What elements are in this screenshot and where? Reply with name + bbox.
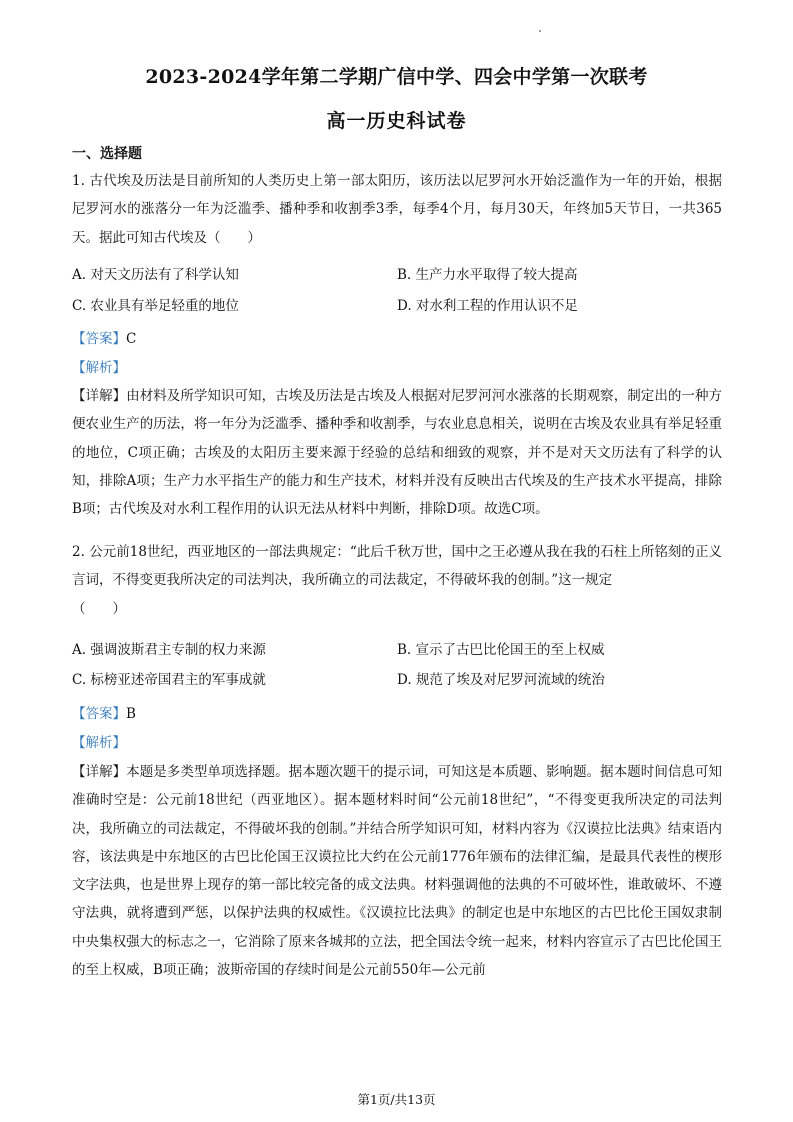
q2-option-c: C. 标榜亚述帝国君主的军事成就	[72, 672, 266, 688]
q2-option-b: B. 宣示了古巴比伦国王的至上权威	[397, 642, 605, 658]
q2-stem-text: 2. 公元前18世纪，西亚地区的一部法典规定：“此后千秋万世，国中之王必遵从我在我的石柱上所铭刻的正义言词，不得变更我所决定的司法判决，我所确立的司法裁定，不得破坏我的创制。”这一规定	[72, 544, 722, 589]
q2-answer-tag: 【答案】	[72, 706, 126, 722]
scan-dot	[539, 30, 541, 32]
q1-detail	[72, 382, 722, 523]
exam-title: 2023-2024学年第二学期广信中学、四会中学第一次联考	[145, 66, 648, 88]
q1-detail-tag: 【详解】	[72, 388, 127, 404]
q2-detail-text: 本题是多类型单项选择题。据本题次题干的提示词，可知这是本质题、影响题。据本题时间信息可知准确时空是：公元前18世纪（西亚地区）。据本题材料时间“公元前18世纪”，“不得变更我所决定的司法判决，我所确立的司法裁定，不得破坏我的创制。”并结合所学知识可知，材料内容为《汉谟拉比法典》结束语内容，该法典是中东地区的古巴比伦国王汉谟拉比大约在公元前1776年颁布的法律汇编，是最具代表性的楔形文字法典，也是世界上现存的第一部比较完备的成文法典。材料强调他的法典的不可破坏性，谁敢破坏、不遵守法典，就将遭到严惩，以保护法典的权威性。《汉谟拉比法典》的制定也是中东地区的古巴比伦王国奴隶制中央集权强大的标志之一，它消除了原来各城邦的立法，把全国法令统一起来，材料内容宣示了古巴比伦国王的至上权威，B项正确；波斯帝国的存续时间是公元前550年—公元前	[72, 764, 723, 979]
q1-detail-text: 由材料及所学知识可知，古埃及历法是古埃及人根据对尼罗河河水涨落的长期观察，制定出的一种方便农业生产的历法，将一年分为泛滥季、播种季和收割季，与农业息息相关，说明在古埃及农业具有举足轻重的地位，C项正确；古埃及的太阳历主要来源于经验的总结和细致的观察，并不是对天文历法有了科学的认知，排除A项；生产力水平指生产的能力和生产技术，材料并没有反映出古代埃及的生产技术水平提高，排除B项；古代埃及对水利工程作用的认识无法从材料中判断，排除D项。故选C项。	[72, 388, 723, 518]
q1-answer-value: C	[126, 331, 137, 347]
q2-answer-value: B	[126, 706, 136, 722]
page-number: 第1页/共13页	[357, 1092, 436, 1107]
q1-option-b: B. 生产力水平取得了较大提高	[397, 267, 578, 283]
q1-answer	[72, 327, 136, 347]
q2-option-d: D. 规范了埃及对尼罗河流域的统治	[397, 672, 605, 688]
q1-stem: 1. 古代埃及历法是目前所知的人类历史上第一部太阳历，该历法以尼罗河水开始泛滥作为一年的开始，根据尼罗河水的涨落分一年为泛滥季、播种季和收割季3季，每季4个月，每月30天，年终加5天节日，一共365天。据此可知古代埃及（ ）	[72, 173, 722, 246]
q1-answer-tag: 【答案】	[72, 331, 126, 347]
section-heading: 一、选择题	[72, 146, 142, 162]
q2-detail	[72, 758, 722, 984]
q1-option-d: D. 对水利工程的作用认识不足	[397, 298, 578, 314]
q2-stem	[72, 538, 722, 623]
q2-detail-tag: 【详解】	[72, 764, 127, 780]
q2-stem-paren: （ ）	[72, 600, 126, 617]
q1-option-a: A. 对天文历法有了科学认知	[72, 267, 239, 283]
exam-subtitle: 高一历史科试卷	[326, 110, 467, 132]
q2-option-a: A. 强调波斯君主专制的权力来源	[72, 642, 266, 658]
q2-answer	[72, 702, 136, 722]
q1-option-c: C. 农业具有举足轻重的地位	[72, 298, 239, 314]
q1-analysis-tag: 【解析】	[72, 360, 126, 376]
q2-analysis-tag: 【解析】	[72, 735, 126, 751]
